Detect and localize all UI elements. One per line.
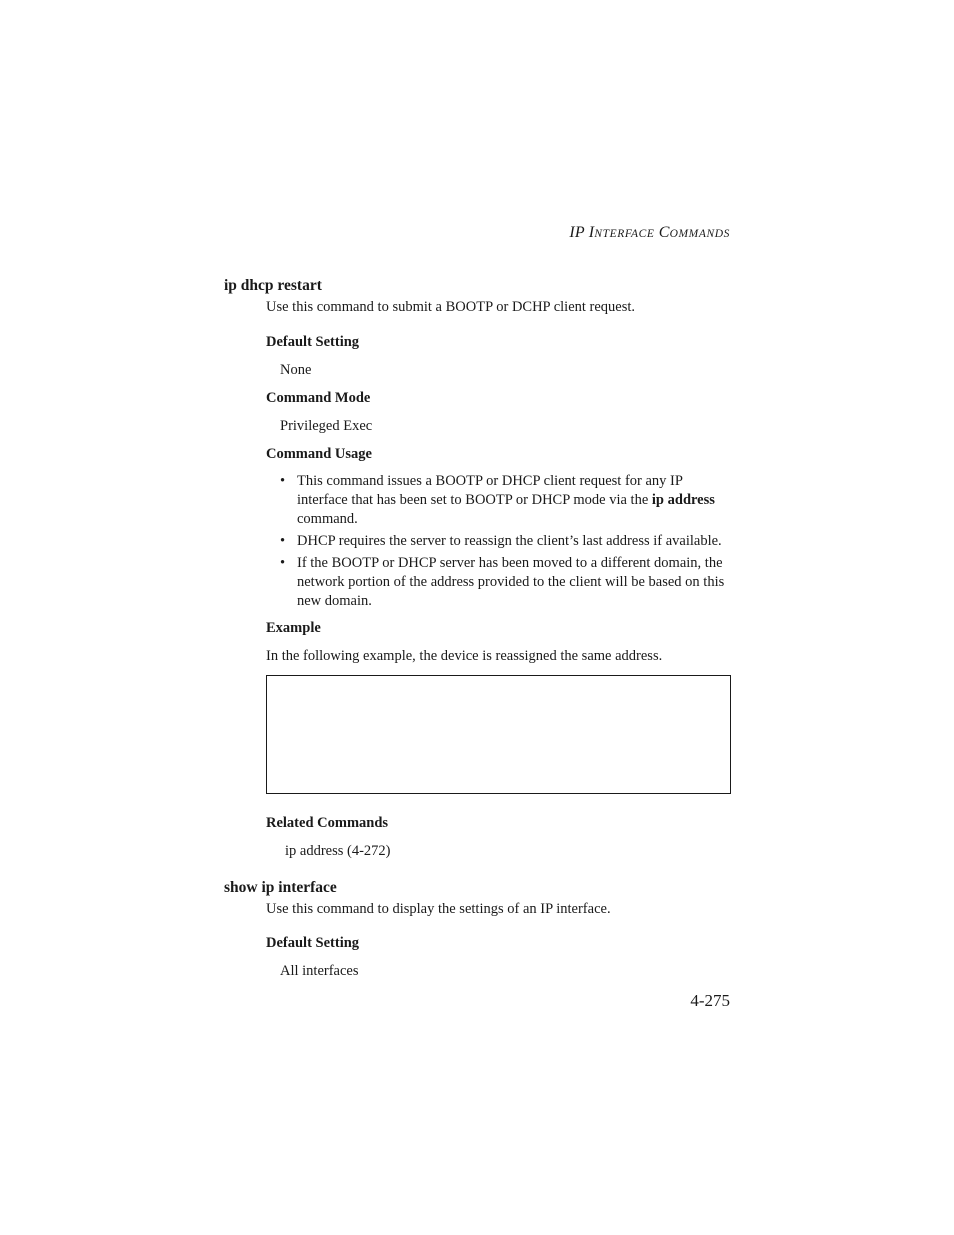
example-code-box xyxy=(266,675,731,794)
related-commands-heading: Related Commands xyxy=(266,815,389,831)
command-mode-value: Privileged Exec xyxy=(280,418,373,434)
running-head-part: NTERFACE xyxy=(594,228,655,240)
command-description: Use this command to display the settings of an IP interface. xyxy=(266,901,611,917)
usage-text: This command issues a BOOTP or DHCP client request for any IP interface that has been set to BOOTP or DHCP mode via the xyxy=(297,473,683,508)
usage-text: If the BOOTP or DHCP server has been moved to a different domain, the network portion of the address provided to the client will be based on this new domain. xyxy=(297,555,725,609)
command-mode-heading: Command Mode xyxy=(266,390,371,406)
command-usage-list xyxy=(280,472,732,614)
related-command-link[interactable]: ip address (4-272) xyxy=(285,843,391,859)
usage-text: DHCP requires the server to reassign the client’s last address if available. xyxy=(297,533,722,549)
command-title-show-ip-interface: show ip interface xyxy=(224,879,337,896)
example-intro: In the following example, the device is reassigned the same address. xyxy=(266,648,663,664)
example-heading: Example xyxy=(266,620,321,636)
list-item xyxy=(280,532,732,551)
bullet-icon: • xyxy=(280,533,286,549)
default-setting-heading: Default Setting xyxy=(266,935,360,951)
list-item xyxy=(280,554,732,611)
bullet-icon: • xyxy=(280,555,286,571)
command-title-ip-dhcp-restart: ip dhcp restart xyxy=(224,277,322,294)
running-head-part: C xyxy=(654,224,670,241)
default-setting-value: None xyxy=(280,362,312,378)
usage-text: command. xyxy=(297,511,358,527)
command-usage-heading: Command Usage xyxy=(266,446,372,462)
running-head xyxy=(569,224,730,242)
command-description: Use this command to submit a BOOTP or DCHP client request. xyxy=(266,299,636,315)
default-setting-heading: Default Setting xyxy=(266,334,360,350)
page-number: 4-275 xyxy=(690,991,730,1010)
running-head-part: OMMANDS xyxy=(669,228,730,240)
list-item xyxy=(280,472,732,529)
default-setting-value: All interfaces xyxy=(280,963,359,979)
running-head-part: IP I xyxy=(569,224,595,241)
usage-command-ref: ip address xyxy=(651,492,715,508)
bullet-icon: • xyxy=(280,473,286,489)
